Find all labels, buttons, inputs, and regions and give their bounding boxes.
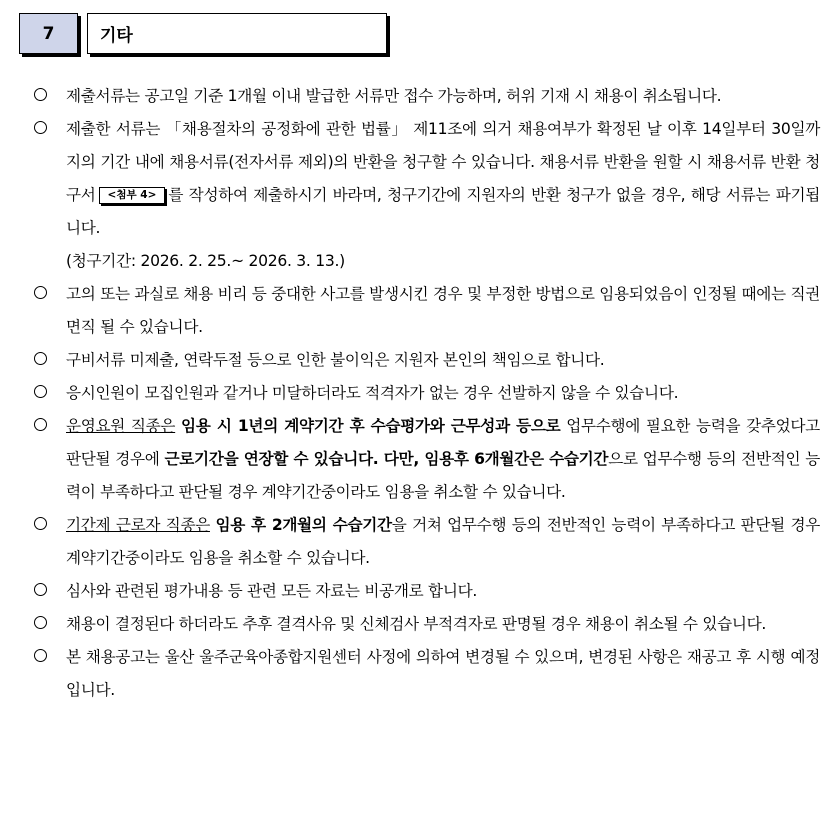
notice-text: 으로 업무수행 등의 전반적인 능력이 부족하다고 판단될 경우 계약기간중이라도 임용을 취소할 수 있습니다. — [66, 450, 820, 501]
notice-item-confidential — [34, 575, 820, 608]
notice-text: 구비서류 미제출, 연락두절 등으로 인한 불이익은 지원자 본인의 책임으로 합니다. — [66, 351, 605, 369]
notice-text: 본 채용공고는 울산 울주군육아종합지원센터 사정에 의하여 변경될 수 있으며, 변경된 사항은 재공고 후 시행 예정입니다. — [66, 648, 820, 699]
notice-item-no-selection — [34, 377, 820, 410]
notice-text: 심사와 관련된 평가내용 등 관련 모든 자료는 비공개로 합니다. — [66, 582, 478, 600]
bold-text: 임용 시 1년의 계약기간 후 수습평가와 근무성과 등으로 — [181, 417, 561, 435]
notice-item-documents — [34, 80, 820, 113]
notice-item-dismissal — [34, 278, 820, 344]
notice-item-changes — [34, 641, 820, 707]
notice-text: 업무수행에 필요한 능력을 갖추었다고 판단될 경우에 — [66, 417, 820, 468]
circle-bullet-icon — [34, 517, 47, 530]
notice-text: 를 작성하여 제출하시기 바라며, 청구기간에 지원자의 반환 청구가 없을 경우, 해당 서류는 파기됩니다. — [66, 186, 820, 237]
notice-item-operations-staff — [34, 410, 820, 509]
underlined-text: 운영요원 직종은 — [66, 417, 176, 435]
bold-text: 임용 후 2개월의 수습기간 — [215, 516, 392, 534]
claim-period: (청구기간: 2026. 2. 25.~ 2026. 3. 13.) — [66, 252, 345, 270]
circle-bullet-icon — [34, 649, 47, 662]
attachment-tag: <첨부 4> — [99, 187, 166, 204]
notice-text: 제출한 서류는 「채용절차의 공정화에 관한 법률」 제11조에 의거 채용여부가 확정된 날 이후 14일부터 30일까지의 기간 내에 채용서류(전자서류 제외)의 반환을 청구할 수 있습니다. 채용서류 반환을 원할 시 채용서류 반환 청구서 — [66, 120, 820, 204]
notice-item-document-return — [34, 113, 820, 278]
notice-text: 채용이 결정된다 하더라도 추후 결격사유 및 신체검사 부적격자로 판명될 경우 채용이 취소될 수 있습니다. — [66, 615, 767, 633]
bold-text: 근로기간을 연장할 수 있습니다. 다만, 임용후 6개월간은 수습기간 — [164, 450, 609, 468]
underlined-text: 기간제 근로자 직종은 — [66, 516, 210, 534]
notice-item-responsibility — [34, 344, 820, 377]
circle-bullet-icon — [34, 121, 47, 134]
notice-text: 을 거쳐 업무수행 등의 전반적인 능력이 부족하다고 판단될 경우 계약기간중이라도 임용을 취소할 수 있습니다. — [66, 516, 820, 567]
notice-text: 제출서류는 공고일 기준 1개월 이내 발급한 서류만 접수 가능하며, 허위 기재 시 채용이 취소됩니다. — [66, 87, 722, 105]
section-title: 기타 — [87, 13, 387, 54]
section-number: 7 — [19, 13, 78, 54]
circle-bullet-icon — [34, 583, 47, 596]
circle-bullet-icon — [34, 286, 47, 299]
notice-item-disqualification — [34, 608, 820, 641]
circle-bullet-icon — [34, 88, 47, 101]
notice-text: 고의 또는 과실로 채용 비리 등 중대한 사고를 발생시킨 경우 및 부정한 방법으로 임용되었음이 인정될 때에는 직권면직 될 수 있습니다. — [66, 285, 820, 336]
circle-bullet-icon — [34, 418, 47, 431]
circle-bullet-icon — [34, 352, 47, 365]
circle-bullet-icon — [34, 385, 47, 398]
notice-list — [34, 80, 820, 707]
circle-bullet-icon — [34, 616, 47, 629]
notice-item-fixed-term-staff — [34, 509, 820, 575]
notice-text: 응시인원이 모집인원과 같거나 미달하더라도 적격자가 없는 경우 선발하지 않을 수 있습니다. — [66, 384, 679, 402]
